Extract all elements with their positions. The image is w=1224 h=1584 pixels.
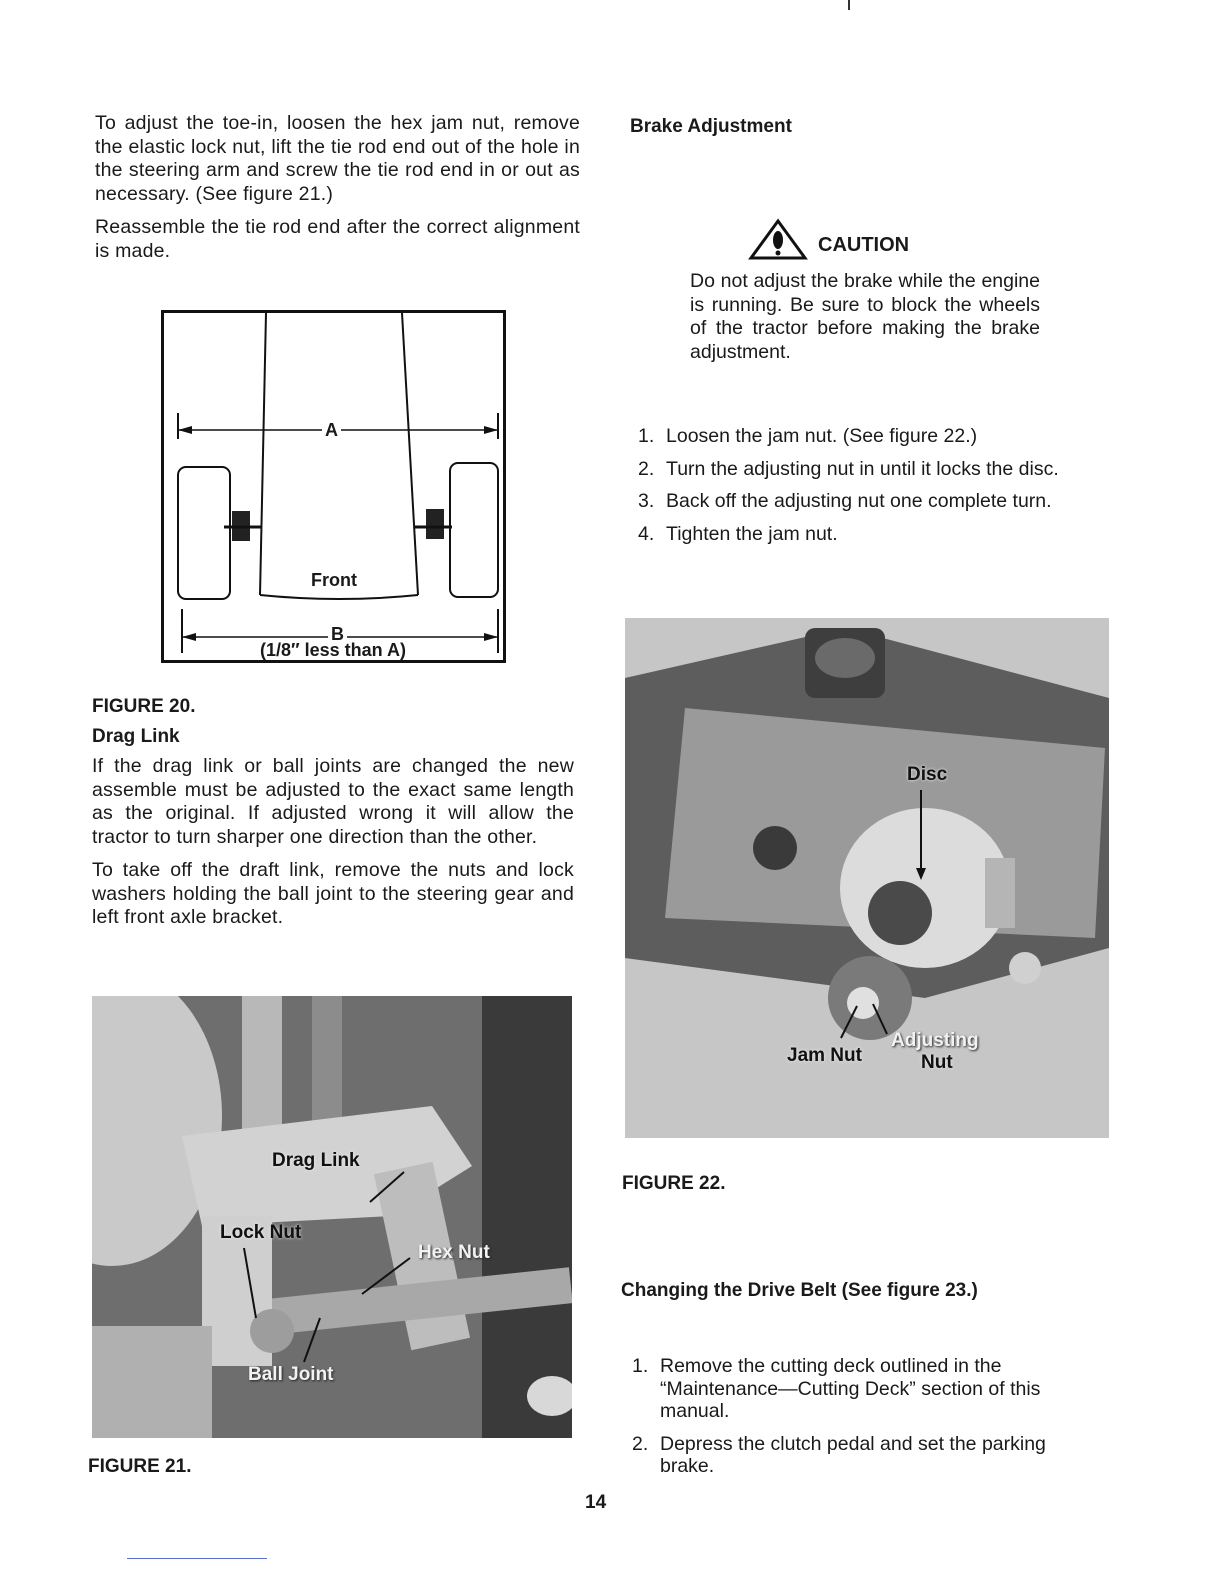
figure-20-drawing — [164, 313, 503, 660]
drag-link-heading: Drag Link — [92, 726, 180, 747]
caution-text: Do not adjust the brake while the engine is running. Be sure to block the wheels of the tractor before making the brake adjustment. — [690, 270, 1040, 363]
hex-nut-photo-label: Hex Nut — [418, 1242, 490, 1263]
brake-steps — [638, 425, 1108, 555]
figure-20-caption: FIGURE 20. — [92, 696, 196, 717]
list-item: 2. Turn the adjusting nut in until it locks the disc. — [638, 457, 1059, 480]
brake-adjustment-heading: Brake Adjustment — [630, 116, 792, 137]
nut-photo-label: Nut — [921, 1052, 953, 1073]
reassemble-paragraph: Reassemble the tie rod end after the correct alignment is made. — [95, 216, 580, 262]
caution-title: CAUTION — [818, 234, 910, 256]
drag-link-paragraph-1: If the drag link or ball joints are changed the new assemble must be adjusted to the exact same length as the original. If adjusted wrong it will allow the tractor to turn sharper one direction than the other. — [92, 755, 574, 848]
figure-21-photo — [92, 996, 572, 1438]
dimension-a-label: A — [322, 420, 341, 441]
dimension-b-label: B — [328, 624, 347, 645]
figure-22-caption: FIGURE 22. — [622, 1173, 726, 1194]
warning-triangle-icon — [748, 218, 808, 260]
belt-steps — [632, 1355, 1104, 1488]
page-edge-mark — [848, 0, 850, 10]
adjusting-photo-label: Adjusting — [891, 1030, 979, 1051]
drag-link-photo-label: Drag Link — [272, 1150, 360, 1171]
dimension-b-note: (1/8″ less than A) — [260, 640, 406, 660]
figure-22-drawing — [625, 618, 1109, 1138]
figure-21-caption: FIGURE 21. — [88, 1456, 192, 1477]
jam-nut-photo-label: Jam Nut — [787, 1045, 862, 1066]
ball-joint-photo-label: Ball Joint — [248, 1364, 334, 1385]
list-item: 3. Back off the adjusting nut one complete turn. — [638, 490, 1052, 512]
list-item: 1. Remove the cutting deck outlined in the “Maintenance—Cutting Deck” section of this manual. — [632, 1355, 1041, 1422]
front-label: Front — [311, 570, 357, 590]
disc-photo-label: Disc — [907, 764, 948, 785]
bottom-rule — [127, 1558, 267, 1559]
toe-in-paragraph: To adjust the toe-in, loosen the hex jam nut, remove the elastic lock nut, lift the tie rod end out of the hole in the steering arm and screw the tie rod end in or out as necessary. (See figure 21.) — [95, 112, 580, 205]
list-item: 2. Depress the clutch pedal and set the parking brake. — [632, 1432, 1046, 1477]
lock-nut-photo-label: Lock Nut — [220, 1222, 302, 1243]
drag-link-text — [92, 755, 574, 940]
list-item: 1. Loosen the jam nut. (See figure 22.) — [638, 425, 978, 447]
page-number: 14 — [585, 1492, 607, 1513]
left-column — [95, 112, 580, 273]
figure-22-photo — [625, 618, 1109, 1138]
list-item: 4. Tighten the jam nut. — [638, 522, 838, 545]
drive-belt-heading: Changing the Drive Belt (See figure 23.) — [621, 1280, 978, 1301]
figure-20-diagram — [161, 310, 506, 663]
drag-link-paragraph-2: To take off the draft link, remove the nuts and lock washers holding the ball joint to the steering gear and left front axle bracket. — [92, 859, 574, 928]
